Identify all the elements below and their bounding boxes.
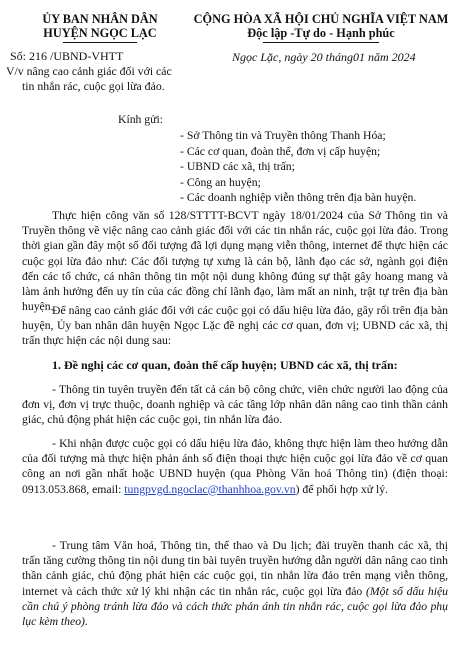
recipient-item: - Công an huyện; — [180, 176, 261, 189]
recipients-label: Kính gửi: — [118, 113, 163, 126]
right-header-underline — [263, 42, 379, 43]
bullet-2-tail: ) để phối hợp xử lý. — [295, 482, 388, 496]
bullet-3-text: - Trung tâm Văn hoá, Thông tin, thể thao và Du lịch; đài truyền thanh các xã, thị trấn tăng cường thông tin nội dung tin bài tuyên truyền hướng dẫn người dân nâng cao tinh thần cảnh giác, chủ động phát hiện các cuộc gọi, tin nhắn lừa đảo trên mạng viễn thông, internet và cách thức xử lý khi nhận các tin nhắn rác, cuộc gọi lừa đảo — [22, 539, 448, 598]
document-number: Số: 216 /UBND-VHTT — [10, 49, 124, 63]
national-motto: Độc lập -Tự do - Hạnh phúc — [247, 26, 395, 40]
date-prefix: Ngọc Lặc, ngày — [232, 50, 311, 64]
contact-email-link[interactable]: tungpvgd.ngoclac@thanhhoa.gov.vn — [124, 482, 296, 496]
issue-date — [232, 50, 416, 64]
issuing-district: HUYỆN NGỌC LẠC — [43, 26, 157, 40]
section-1-bullet-2 — [22, 436, 448, 497]
recipient-item: - Các doanh nghiệp viễn thông trên địa bàn huyện. — [180, 191, 417, 204]
section-1-bullet-3 — [22, 538, 448, 629]
date-month-word: tháng — [322, 50, 353, 64]
recipient-item: - Các cơ quan, đoàn thể, đơn vị cấp huyện; — [180, 145, 381, 158]
date-day: 20 — [310, 50, 323, 64]
recipient-item: - UBND các xã, thị trấn; — [180, 160, 295, 173]
date-month: 01 — [353, 50, 365, 64]
subject-line-1: V/v nâng cao cảnh giác đối với các — [6, 64, 172, 78]
recipient-item: - Sở Thông tin và Truyền thông Thanh Hóa; — [180, 129, 386, 142]
country-name: CỘNG HÒA XÃ HỘI CHỦ NGHĨA VIỆT NAM — [193, 12, 449, 26]
bullet-3-appendix-note: (Một số dấu hiệu cần chú ý phòng tránh lừa đảo và cách thức phản ánh tin nhắn rác, cuộc gọi lừa đảo phụ lục kèm theo). — [22, 584, 448, 629]
left-header-underline — [63, 42, 137, 43]
date-year: năm 2024 — [365, 50, 416, 64]
section-1-bullet-1: - Thông tin tuyên truyền đến tất cả cán bộ công chức, viên chức người lao động của đơn vị, đơn vị trực thuộc, doanh nghiệp và các tầng lớp nhân dân nâng cao tinh thần cảnh giác, chủ động phát hiện các cuộc gọi, tin nhắn lừa đảo. — [22, 383, 448, 427]
bullet-2-text: - Khi nhận được cuộc gọi có dấu hiệu lừa đảo, không thực hiện làm theo hướng dẫn của đối tượng mà thực hiện phản ánh số điện thoại thực hiện cuộc gọi lừa đảo về cơ quan công an nơi gần nhất hoặc UBND huyện (qua Phòng Văn hoá Thông tin) (điện thoại: 0913.053.868, email: — [22, 437, 448, 496]
body-paragraph-2: Để nâng cao cảnh giác đối với các cuộc gọi có dấu hiệu lừa đảo, gây rối trên địa bàn huyện, Ủy ban nhân dân huyện Ngọc Lặc đề nghị các cơ quan, đơn vị; UBND các xã, thị trấn thực hiện các nội dung sau: — [22, 304, 448, 348]
subject-line-2: tin nhắn rác, cuộc gọi lừa đảo. — [22, 79, 165, 93]
body-paragraph-1: Thực hiện công văn số 128/STTTT-BCVT ngày 18/01/2024 của Sở Thông tin và Truyền thông về việc nâng cao cảnh giác đối với các tin nhắn rác, cuộc gọi lừa đảo. Trong thời gian gần đây một số đối tượng đã lợi dụng mạng viễn thông, internet để thực hiện các cuộc gọi lừa đảo như: Các đối tượng tự xưng là cán bộ, lãnh đạo các sở, ngành gọi điện đến các tổ chức, cá nhân thông tin một nội dung không đúng sự thật gây hoang mang và làm ảnh hưởng đến uy tín của các đồng chí lãnh đạo, làm mất an ninh, trật tự trên địa bàn huyện. — [22, 209, 448, 314]
section-1-heading: 1. Đề nghị các cơ quan, đoàn thể cấp huyện; UBND các xã, thị trấn: — [52, 358, 398, 372]
issuing-authority: ỦY BAN NHÂN DÂN — [42, 12, 158, 26]
